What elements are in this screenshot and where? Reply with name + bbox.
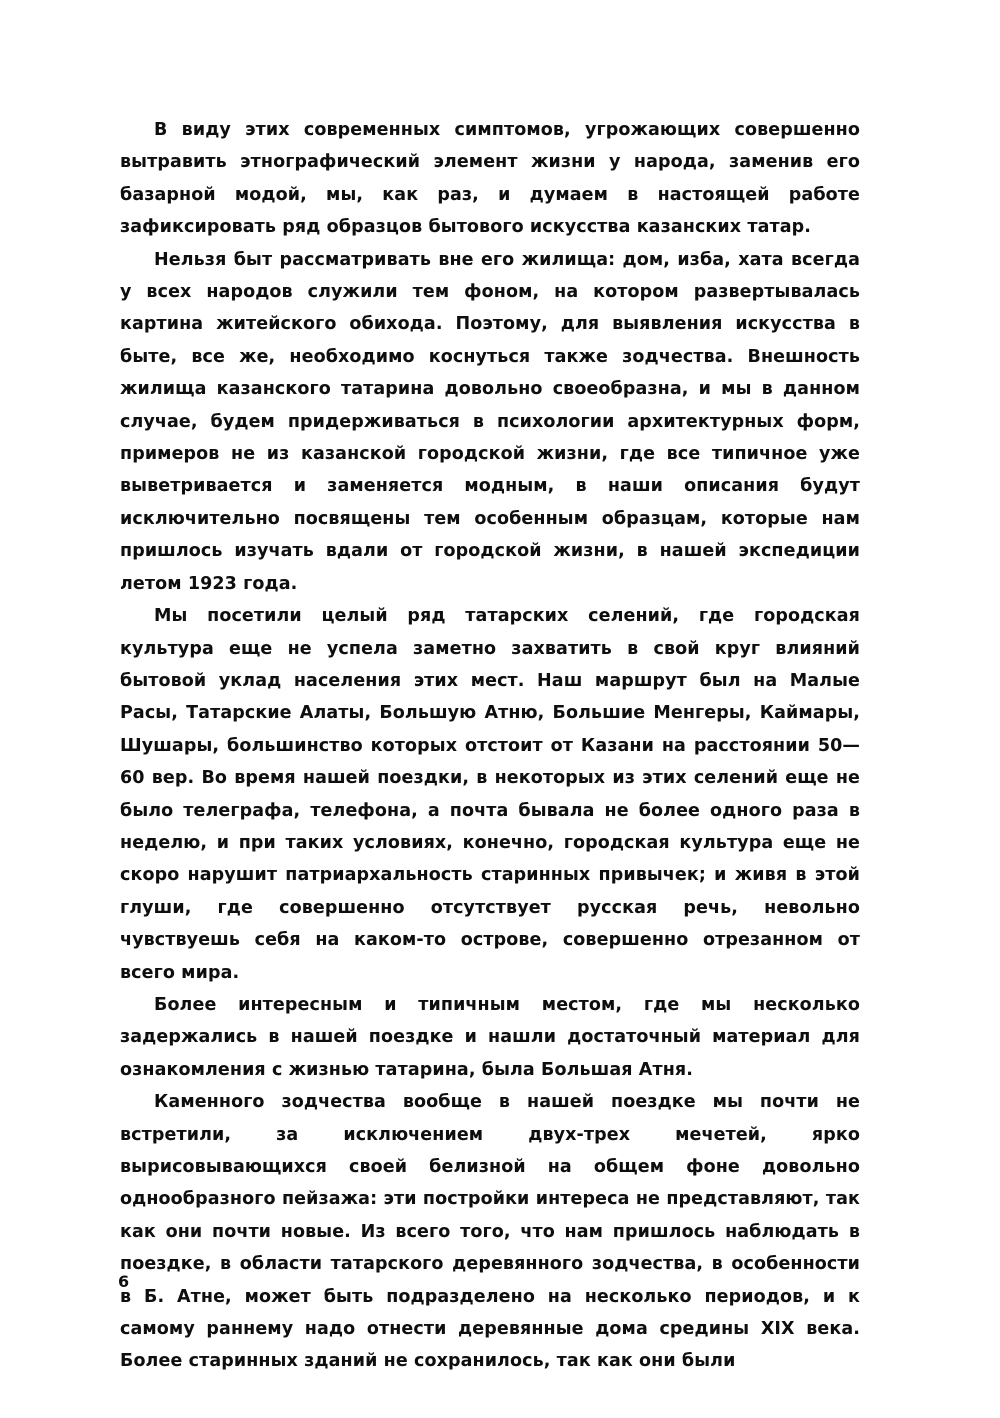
paragraph-4: Более интересным и типичным местом, где мы несколько задержались в нашей поездке и нашли достаточный материал для ознакомления с жизнью татарина, была Большая Атня. bbox=[120, 994, 860, 1080]
body-text bbox=[120, 114, 860, 1378]
paragraph-3: Мы посетили целый ряд татарских селений, где городская культура еще не успела заметно захватить в свой круг влияний бытовой уклад населения этих мест. Наш маршрут был на Малые Расы, Татарские Алаты, Большую Атню, Большие Менгеры, Кaймары, Шушары, большинство которых отстоит от Казани на расстоянии 50—60 вер. Во время нашей поездки, в некоторых из этих селений еще не было телеграфа, телефона, а почта бывала не более одного раза в неделю, и при таких условиях, конечно, городская культура еще не скоро нарушит патриархальность старинных привычек; и живя в этой глуши, где совершенно отсутствует русская речь, невольно чувствуешь себя на каком-то острове, совершенно отрезанном от всего мира. bbox=[120, 606, 860, 983]
page-number: 6 bbox=[118, 1272, 130, 1291]
paragraph-5: Каменного зодчества вообще в нашей поездке мы почти не встретили, за исключением двух-трех мечетей, ярко вырисовывающихся своей белизной на общем фоне довольно однообразного пейзажа: эти постройки интереса не представляют, так как они почти новые. Из всего того, что нам пришлось наблюдать в поездке, в области татарского деревянного зодчества, в особенности в Б. Атне, может быть подразделено на несколько периодов, и к самому раннему надо отнести деревянные дома средины XIX века. Более старинных зданий не сохранилось, так как они были bbox=[120, 1092, 860, 1372]
paragraph-1: В виду этих современных симптомов, угрожающих совершенно вытравить этнографический элемент жизни у народа, заменив его базарной модой, мы, как раз, и думаем в настоящей работе зафиксировать ряд образцов бытового искусства казанских татар. bbox=[120, 120, 860, 238]
paragraph-2: Нельзя быт рассматривать вне его жилища: дом, изба, хата всегда у всех народов служили тем фоном, на котором развертывалась картина житейского обихода. Поэтому, для выявления искусства в быте, все же, необходимо коснуться также зодчества. Внешность жилища казанского татарина довольно своеобразна, и мы в данном случае, будем придерживаться в психологии архитектурных форм, примеров не из казанской городской жизни, где все типичное уже выветривается и заменяется модным, в наши описания будут исключительно посвящены тем особенным образцам, которые нам пришлось изучать вдали от городской жизни, в нашей экспедиции летом 1923 года. bbox=[120, 249, 860, 594]
